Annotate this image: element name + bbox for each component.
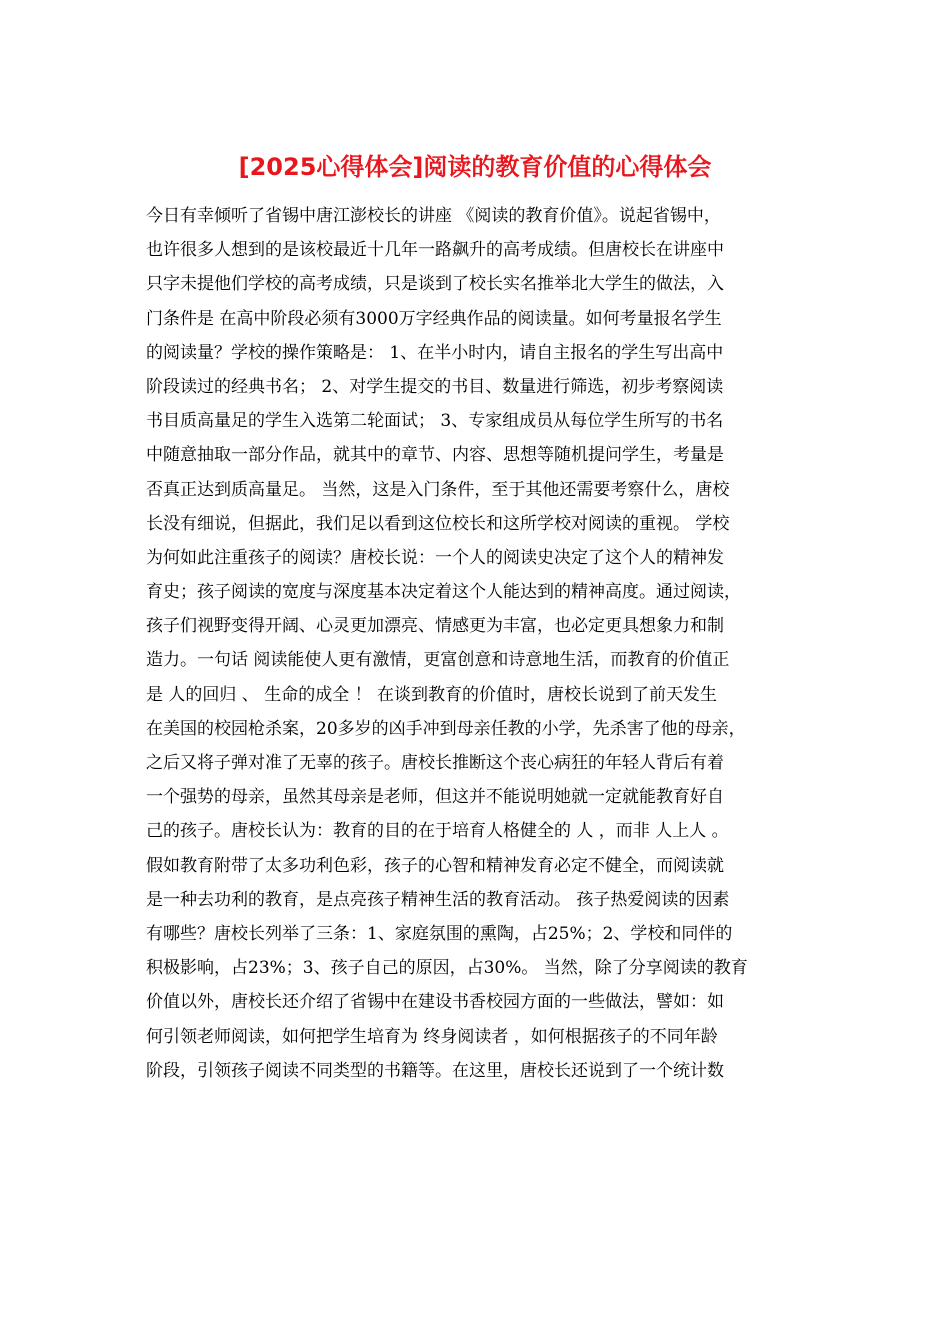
body-text-line: 为何如此注重孩子的阅读？唐校长说：一个人的阅读史决定了这个人的精神发	[146, 547, 724, 568]
body-text-line: 己的孩子。唐校长认为：教育的目的在于培育人格健全的 人 ，而非 人上人 。	[146, 821, 729, 842]
body-text-line: 是 人的回归 、 生命的成全 ！ 在谈到教育的价值时，唐校长说到了前天发生	[146, 684, 718, 705]
body-text-line: 门条件是 在高中阶段必须有3000万字经典作品的阅读量。如何考量报名学生	[146, 308, 722, 329]
document-title: [2025心得体会]阅读的教育价值的心得体会	[238, 153, 712, 181]
body-text-line: 长没有细说，但据此，我们足以看到这位校长和这所学校对阅读的重视。 学校	[146, 513, 730, 534]
body-text-line: 一个强势的母亲，虽然其母亲是老师，但这并不能说明她就一定就能教育好自	[146, 787, 724, 808]
body-text-line: 积极影响，占23%；3、孩子自己的原因，占30%。 当然，除了分享阅读的教育	[146, 958, 748, 979]
body-text-line: 阶段读过的经典书名； 2、对学生提交的书目、数量进行筛选，初步考察阅读	[146, 376, 724, 397]
body-text-line: 孩子们视野变得开阔、心灵更加漂亮、情感更为丰富，也必定更具想象力和制	[146, 616, 724, 637]
body-text-line: 今日有幸倾听了省锡中唐江澎校长的讲座 《阅读的教育价值》。说起省锡中，	[146, 206, 721, 226]
body-text-line: 在美国的校园枪杀案，20多岁的凶手冲到母亲任教的小学，先杀害了他的母亲，	[146, 718, 746, 739]
body-text-line: 何引领老师阅读，如何把学生培育为 终身阅读者 ，如何根据孩子的不同年龄	[146, 1026, 718, 1047]
body-text-line: 否真正达到质高量足。 当然，这是入门条件，至于其他还需要考察什么，唐校	[146, 479, 730, 500]
body-text-line: 价值以外，唐校长还介绍了省锡中在建设书香校园方面的一些做法，譬如：如	[146, 992, 724, 1013]
body-text-line: 之后又将子弹对准了无辜的孩子。唐校长推断这个丧心病狂的年轻人背后有着	[146, 753, 724, 773]
body-text-line: 的阅读量？学校的操作策略是： 1、在半小时内，请自主报名的学生写出高中	[146, 342, 724, 363]
body-text-line: 有哪些？唐校长列举了三条：1、家庭氛围的熏陶，占25%；2、学校和同伴的	[146, 923, 733, 944]
body-text-line: 只字未提他们学校的高考成绩，只是谈到了校长实名推举北大学生的做法，入	[146, 274, 724, 295]
body-text-line: 阶段，引领孩子阅读不同类型的书籍等。在这里，唐校长还说到了一个统计数	[146, 1060, 724, 1081]
body-text-line: 中随意抽取一部分作品，就其中的章节、内容、思想等随机提问学生，考量是	[146, 445, 724, 466]
body-text-line: 造力。一句话 阅读能使人更有激情，更富创意和诗意地生活，而教育的价值正	[146, 650, 730, 671]
body-text-line: 假如教育附带了太多功利色彩，孩子的心智和精神发育必定不健全，而阅读就	[146, 855, 724, 876]
document-body	[146, 199, 811, 1088]
body-text-line: 书目质高量足的学生入选第二轮面试； 3、专家组成员从每位学生所写的书名	[146, 411, 724, 432]
body-text-line: 育史；孩子阅读的宽度与深度基本决定着这个人能达到的精神高度。通过阅读，	[146, 582, 741, 603]
body-text-line: 是一种去功利的教育，是点亮孩子精神生活的教育活动。 孩子热爱阅读的因素	[146, 889, 730, 910]
body-text-line: 也许很多人想到的是该校最近十几年一路飙升的高考成绩。但唐校长在讲座中	[146, 240, 724, 261]
